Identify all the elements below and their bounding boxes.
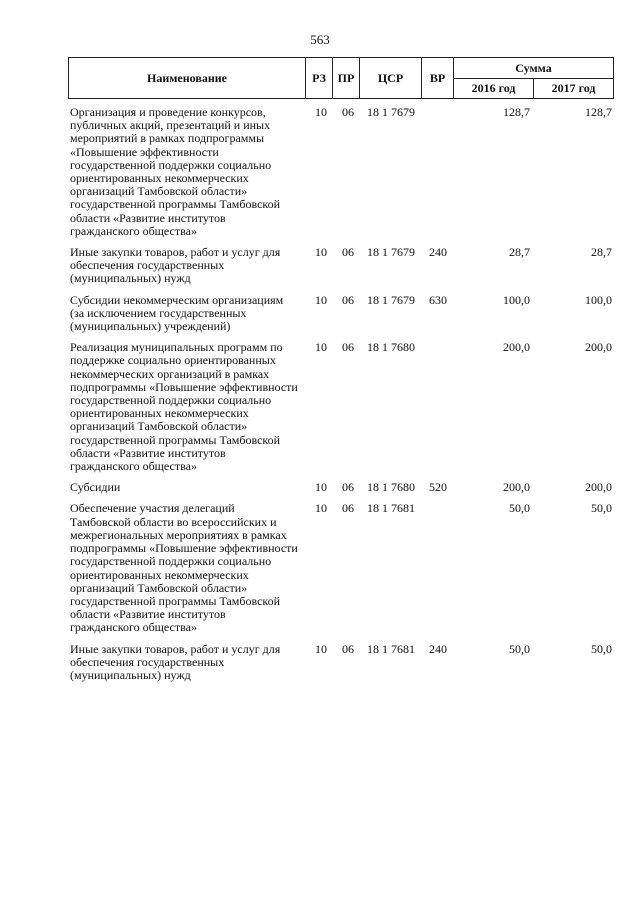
row-rz: 10 (315, 641, 327, 656)
row-csr: 18 1 7679 (367, 245, 415, 260)
table-header (68, 57, 614, 99)
header-name: Наименование (68, 57, 306, 99)
row-csr: 18 1 7680 (367, 480, 415, 495)
row-pr: 06 (342, 501, 354, 516)
row-sum-2016: 128,7 (503, 105, 530, 119)
row-vr: 240 (429, 245, 447, 260)
header-rz: РЗ (305, 57, 333, 99)
row-vr: 240 (429, 641, 447, 656)
row-name: Иные закупки товаров, работ и услуг для обеспечения государственных (муниципальных) нужд (70, 641, 281, 682)
row-csr: 18 1 7679 (367, 292, 415, 307)
header-2017: 2017 год (533, 78, 614, 99)
header-csr: ЦСР (359, 57, 422, 99)
row-rz: 10 (315, 340, 327, 355)
table-body (68, 106, 614, 690)
row-rz: 10 (315, 292, 327, 307)
row-sum-2017: 50,0 (591, 641, 612, 656)
row-sum-2016: 50,0 (509, 501, 530, 516)
table-row (68, 481, 614, 494)
row-sum-2017: 100,0 (585, 292, 612, 307)
header-sum: Сумма (453, 57, 614, 79)
row-pr: 06 (342, 641, 354, 656)
row-rz: 10 (315, 245, 327, 260)
row-pr: 06 (342, 340, 354, 355)
row-csr: 18 1 7680 (367, 340, 415, 355)
row-vr: 520 (429, 480, 447, 495)
row-sum-2017: 200,0 (585, 480, 612, 495)
row-pr: 06 (342, 292, 354, 307)
row-pr: 06 (342, 480, 354, 495)
row-name: Реализация муниципальных программ по поддержке социально ориентированных некоммерческих организаций в рамках подпрограммы «Повышение эффективности государственной поддержки социально ориентированных некоммерческих организаций Тамбовской области» государственной программы Тамбовской области «Развитие институтов гражданского общества» (70, 340, 298, 474)
row-sum-2016: 200,0 (503, 340, 530, 355)
row-name: Иные закупки товаров, работ и услуг для обеспечения государственных (муниципальных) нужд (70, 245, 281, 286)
row-sum-2016: 50,0 (509, 641, 530, 656)
row-rz: 10 (315, 105, 327, 119)
row-rz: 10 (315, 480, 327, 495)
header-vr: ВР (421, 57, 454, 99)
row-sum-2016: 28,7 (509, 245, 530, 260)
row-name: Организация и проведение конкурсов, публичных акций, презентаций и иных мероприятий в рамках подпрограммы «Повышение эффективности государственной поддержки социально ориентированных некоммерческих организаций Тамбовской области» государственной программы Тамбовской области «Развитие институтов гражданского общества» (70, 105, 281, 238)
table-row (68, 341, 614, 473)
row-rz: 10 (315, 501, 327, 516)
table-row (68, 502, 614, 634)
table-row (68, 294, 614, 334)
row-sum-2017: 200,0 (585, 340, 612, 355)
row-vr: 630 (429, 292, 447, 307)
header-2016: 2016 год (453, 78, 534, 99)
row-csr: 18 1 7679 (367, 105, 415, 119)
row-sum-2017: 128,7 (585, 105, 612, 119)
row-name: Субсидии некоммерческим организациям (за исключением государственных (муниципальных) учреждений) (70, 292, 284, 334)
table-row (68, 246, 614, 286)
row-sum-2017: 50,0 (591, 501, 612, 516)
row-name: Обеспечение участия делегаций Тамбовской области во всероссийских и межрегиональных мероприятиях в рамках подпрограммы «Повышение эффективности государственной поддержки социально ориентированных некоммерческих организаций Тамбовской области» государственной программы Тамбовской области «Развитие институтов гражданского общества» (70, 501, 298, 635)
table-row (68, 106, 614, 238)
row-sum-2016: 100,0 (503, 292, 530, 307)
row-csr: 18 1 7681 (367, 501, 415, 516)
row-pr: 06 (342, 245, 354, 260)
row-sum-2017: 28,7 (591, 245, 612, 260)
row-csr: 18 1 7681 (367, 641, 415, 656)
page-number: 563 (310, 32, 330, 47)
row-name: Субсидии (70, 480, 121, 495)
row-pr: 06 (342, 105, 354, 119)
row-sum-2016: 200,0 (503, 480, 530, 495)
header-pr: ПР (332, 57, 360, 99)
table-row (68, 643, 614, 683)
